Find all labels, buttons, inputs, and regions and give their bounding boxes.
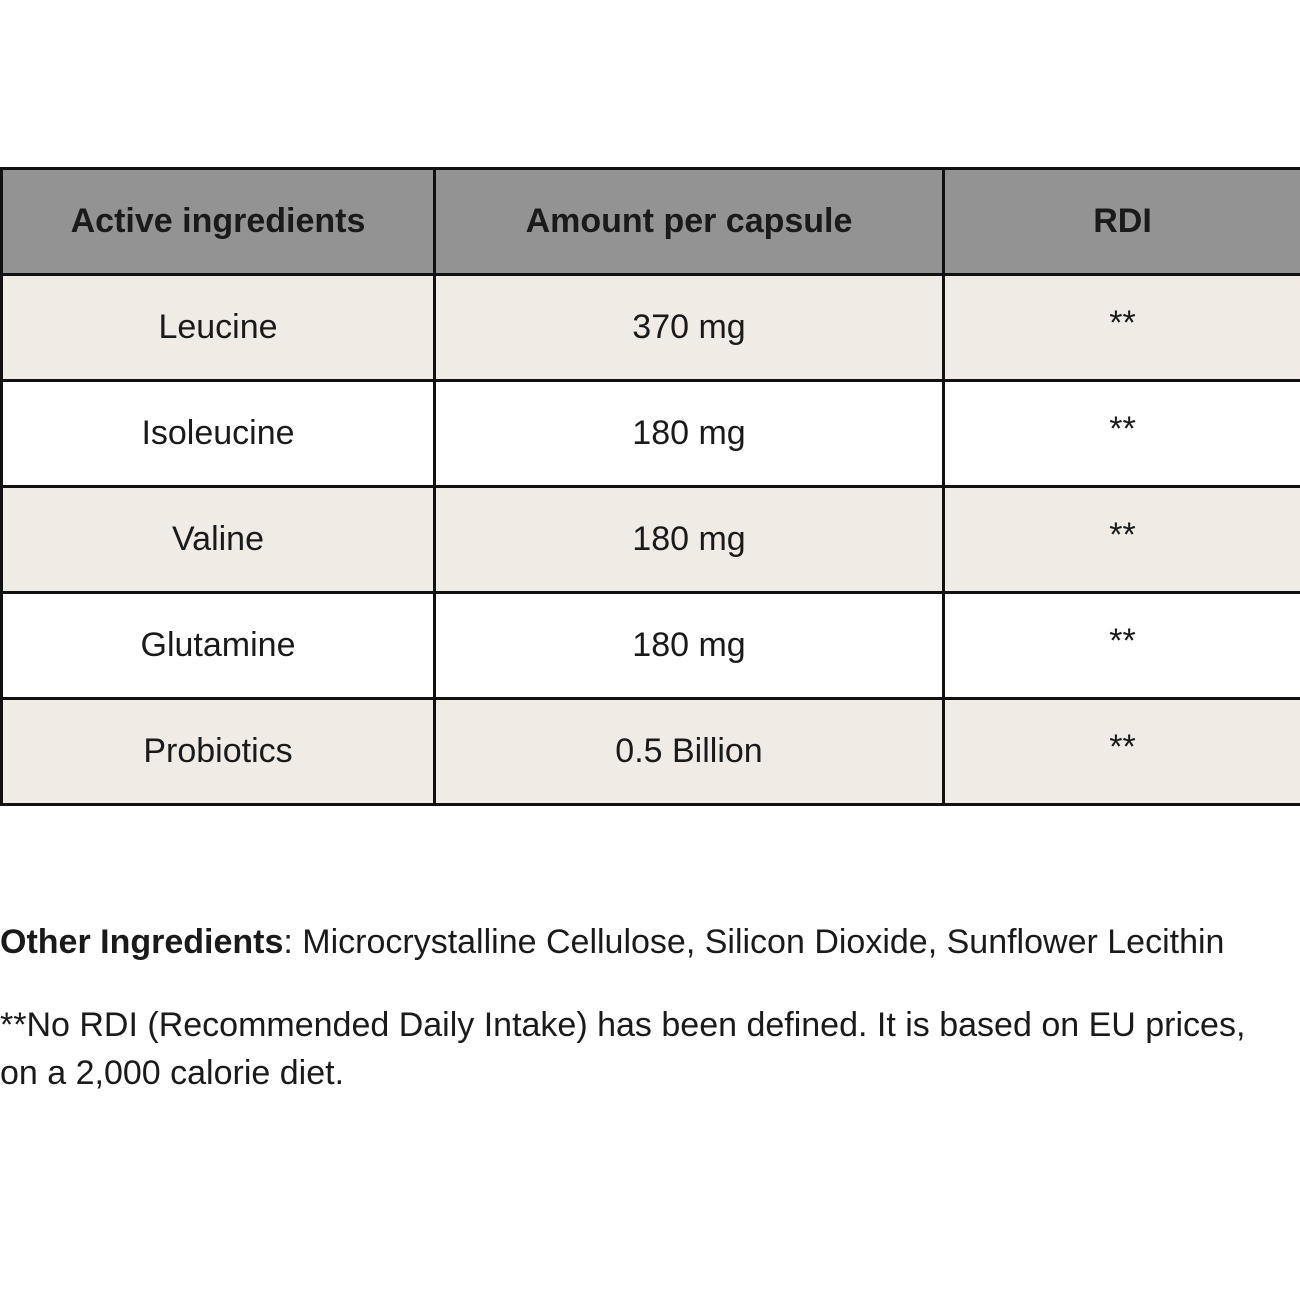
ingredient-rdi xyxy=(944,487,1300,593)
ingredient-rdi xyxy=(944,593,1300,699)
rdi-footnote: **No RDI (Recommended Daily Intake) has been defined. It is based on EU prices, on a 2,000 calorie diet. xyxy=(0,1006,1246,1092)
other-ingredients xyxy=(0,918,1290,966)
rdi-value: ** xyxy=(1109,304,1136,342)
ingredient-rdi xyxy=(944,275,1300,381)
ingredients-table-container xyxy=(0,167,1300,806)
column-header-amount: Amount per capsule xyxy=(435,169,944,275)
ingredient-rdi xyxy=(944,699,1300,805)
table-row xyxy=(2,275,1300,381)
other-ingredients-label: Other Ingredients xyxy=(0,923,284,961)
ingredient-rdi xyxy=(944,381,1300,487)
table-row xyxy=(2,699,1300,805)
other-ingredients-text: : Microcrystalline Cellulose, Silicon Dioxide, Sunflower Lecithin xyxy=(283,923,1225,961)
ingredient-amount: 0.5 Billion xyxy=(435,699,944,805)
ingredient-name: Glutamine xyxy=(2,593,435,699)
ingredient-name: Probiotics xyxy=(2,699,435,805)
ingredient-amount: 180 mg xyxy=(435,487,944,593)
ingredient-amount: 180 mg xyxy=(435,381,944,487)
rdi-value: ** xyxy=(1109,410,1136,448)
ingredient-amount: 180 mg xyxy=(435,593,944,699)
ingredient-name: Valine xyxy=(2,487,435,593)
column-header-rdi: RDI xyxy=(944,169,1300,275)
ingredients-table xyxy=(0,167,1300,806)
table-row xyxy=(2,487,1300,593)
ingredient-amount: 370 mg xyxy=(435,275,944,381)
table-row xyxy=(2,593,1300,699)
rdi-value: ** xyxy=(1109,728,1136,766)
table-row xyxy=(2,381,1300,487)
table-header-row xyxy=(2,169,1300,275)
rdi-value: ** xyxy=(1109,622,1136,660)
column-header-ingredients: Active ingredients xyxy=(2,169,435,275)
rdi-value: ** xyxy=(1109,516,1136,554)
ingredient-name: Leucine xyxy=(2,275,435,381)
ingredient-name: Isoleucine xyxy=(2,381,435,487)
notes-section xyxy=(0,918,1290,1097)
